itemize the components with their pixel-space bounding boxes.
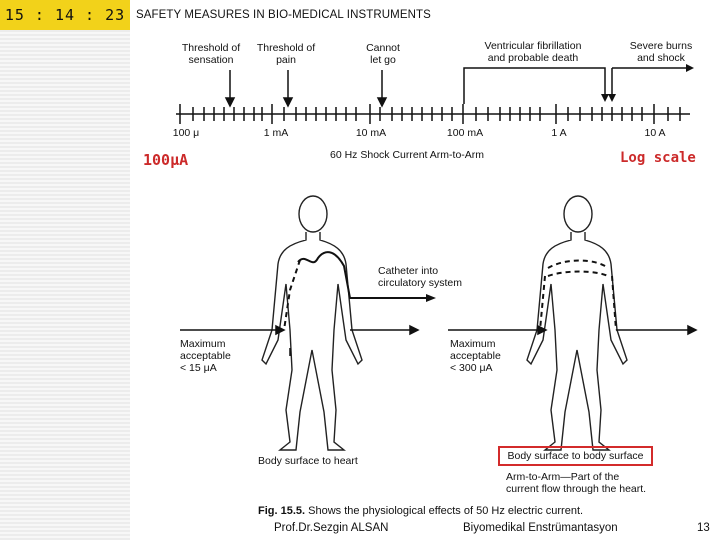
- callout-cannot-let-go: Cannot let go: [366, 42, 400, 66]
- left-path-label: Body surface to heart: [258, 455, 358, 467]
- footer-page-number: 13: [697, 522, 710, 534]
- highlight-body-surface: Body surface to body surface: [498, 446, 653, 466]
- callout-threshold-sensation: Threshold of sensation: [181, 42, 241, 66]
- note-log-scale: Log scale: [620, 150, 696, 166]
- callout-severe-burns: Severe burns and shock: [629, 40, 693, 64]
- clock-display: 15 : 14 : 23: [0, 0, 130, 30]
- right-max-label: Maximum acceptable < 300 μA: [450, 338, 501, 374]
- footer-author: Prof.Dr.Sezgin ALSAN: [274, 522, 389, 534]
- right-path-label: Arm-to-Arm—Part of the current flow through the heart.: [506, 471, 647, 495]
- left-figure-head: [299, 196, 327, 232]
- catheter-label: Catheter into circulatory system: [378, 265, 463, 289]
- tick-label: 10 A: [644, 127, 666, 139]
- figure-caption: Fig. 15.5. Shows the physiological effects of 50 Hz electric current.: [258, 505, 584, 517]
- figure-title: SAFETY MEASURES IN BIO-MEDICAL INSTRUMENTS: [136, 9, 431, 21]
- left-max-label: Maximum acceptable < 15 μA: [180, 338, 231, 374]
- right-figure-head: [564, 196, 592, 232]
- callout-ventricular-fibrillation: Ventricular fibrillation and probable death: [484, 40, 582, 64]
- callout-threshold-pain: Threshold of pain: [256, 42, 316, 66]
- tick-label: 100 μ: [172, 127, 200, 139]
- tick-label: 10 mA: [355, 127, 387, 139]
- note-100ua: 100μA: [143, 151, 189, 169]
- tick-label: 100 mA: [446, 127, 484, 139]
- tick-label: 1 A: [551, 127, 567, 139]
- right-figure-body: [527, 232, 627, 450]
- axis-label: 60 Hz Shock Current Arm-to-Arm: [330, 149, 485, 161]
- footer-course: Biyomedikal Enstrümantasyon: [463, 522, 618, 534]
- left-figure-body: [262, 232, 362, 450]
- tick-label: 1 mA: [263, 127, 289, 139]
